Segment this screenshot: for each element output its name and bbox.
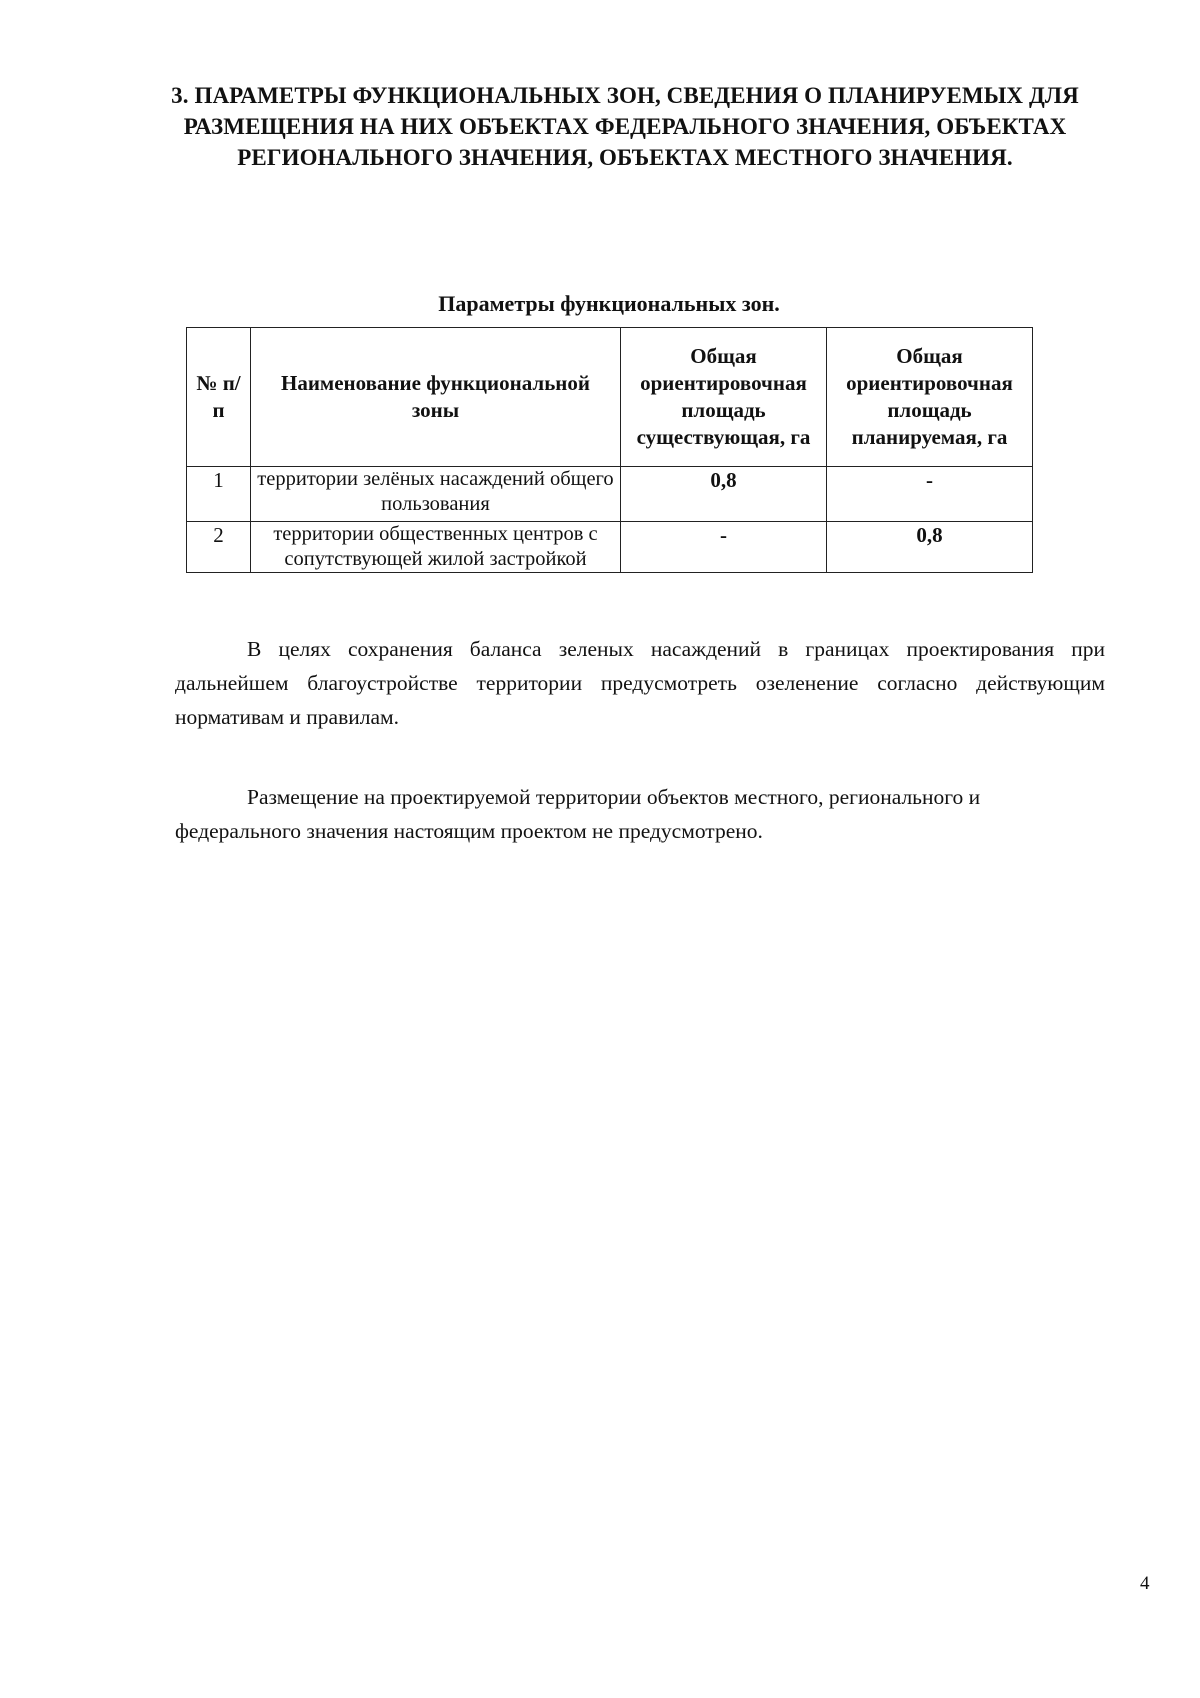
- row-zone-name: территории зелёных насаждений общего пользования: [251, 467, 621, 522]
- row-planned-area: -: [827, 467, 1033, 522]
- section-heading-line-1: 3. ПАРАМЕТРЫ ФУНКЦИОНАЛЬНЫХ ЗОН, СВЕДЕНИЯ О ПЛАНИРУЕМЫХ ДЛЯ: [171, 83, 1079, 108]
- table-header-row: [187, 328, 1033, 467]
- section-heading: [150, 80, 1100, 173]
- row-planned-area: 0,8: [827, 522, 1033, 573]
- header-existing-area: Общая ориентировочная площадь существующая, га: [621, 328, 827, 467]
- row-number: 2: [187, 522, 251, 573]
- row-number: 1: [187, 467, 251, 522]
- header-zone-name: Наименование функциональной зоны: [251, 328, 621, 467]
- section-heading-line-2: РАЗМЕЩЕНИЯ НА НИХ ОБЪЕКТАХ ФЕДЕРАЛЬНОГО ЗНАЧЕНИЯ, ОБЪЕКТАХ: [183, 114, 1067, 139]
- table-row: [187, 467, 1033, 522]
- row-zone-name: территории общественных центров с сопутствующей жилой застройкой: [251, 522, 621, 573]
- header-planned-area: Общая ориентировочная площадь планируемая, га: [827, 328, 1033, 467]
- section-heading-line-3: РЕГИОНАЛЬНОГО ЗНАЧЕНИЯ, ОБЪЕКТАХ МЕСТНОГО ЗНАЧЕНИЯ.: [237, 145, 1013, 170]
- paragraph-green-balance: В целях сохранения баланса зеленых насаждений в границах проектирования при дальнейшем благоустройстве территории предусмотреть озеленение согласно действующим нормативам и правилам.: [175, 637, 1105, 729]
- page-number: 4: [1140, 1573, 1150, 1594]
- functional-zones-table: [186, 327, 1033, 573]
- row-existing-area: -: [621, 522, 827, 573]
- header-number: № п/п: [187, 328, 251, 467]
- table-row: [187, 522, 1033, 573]
- paragraph-objects-placement: Размещение на проектируемой территории объектов местного, регионального и федерального значения настоящим проектом не предусмотрено.: [175, 785, 981, 843]
- row-existing-area: 0,8: [621, 467, 827, 522]
- table-caption: Параметры функциональных зон.: [438, 291, 780, 316]
